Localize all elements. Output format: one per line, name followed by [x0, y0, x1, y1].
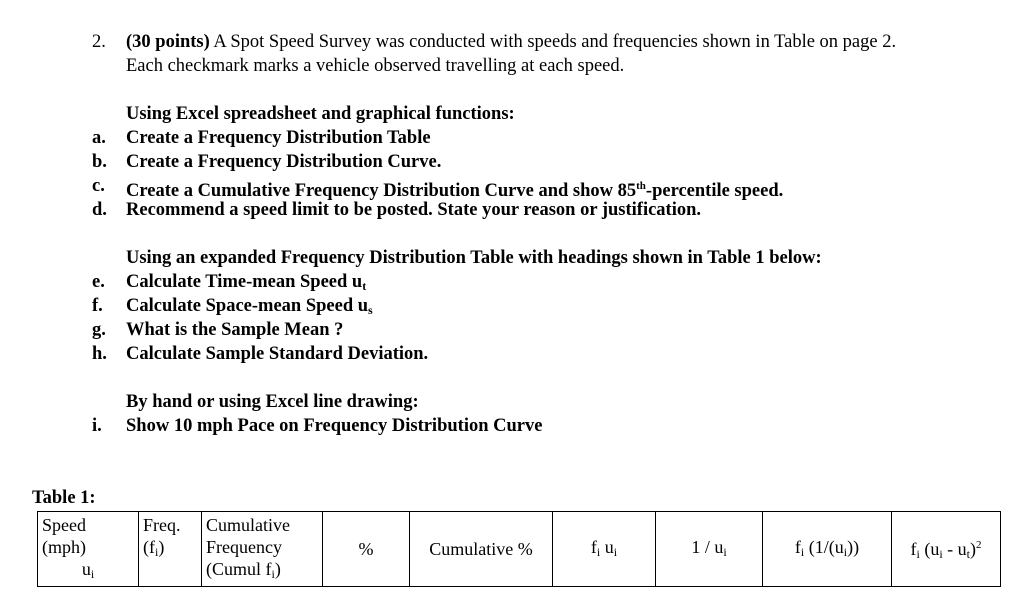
question-intro: A Spot Speed Survey was conducted with speeds and frequencies shown in Table on page 2. [209, 32, 897, 52]
item-marker: i. [92, 416, 102, 436]
header-freq: Freq. $(f_i)$ [139, 512, 202, 587]
item-marker: e. [92, 272, 105, 292]
item-text: Calculate Sample Standard Deviation. [126, 344, 429, 364]
header-fi-inverse-ui: $f_i$ $(1/(u_i))$ [763, 512, 892, 587]
header-cumulative-percent: Cumulative % [410, 512, 553, 587]
item-marker: h. [92, 344, 107, 364]
header-speed: Speed (mph) $u_i$ [38, 512, 139, 587]
table-title: Table 1: [32, 488, 96, 508]
question-intro-continued: Each checkmark marks a vehicle observed travelling at each speed. [126, 56, 625, 76]
item-text: Create a Frequency Distribution Table [126, 128, 431, 148]
item-marker: b. [92, 152, 107, 172]
item-text: Create a Frequency Distribution Curve. [126, 152, 442, 172]
question-points: (30 points) [126, 32, 210, 52]
item-marker: c. [92, 176, 105, 196]
item-text: Create a Cumulative Frequency Distribution Curve and show 85th-percentile speed. [126, 180, 784, 201]
header-percent: % [323, 512, 410, 587]
item-text: Recommend a speed limit to be posted. State your reason or justification. [126, 200, 702, 220]
header-inverse-ui: $1 / u_i$ [656, 512, 763, 587]
item-marker: f. [92, 296, 103, 316]
table-header-row [38, 512, 1001, 587]
item-text: Show 10 mph Pace on Frequency Distribution Curve [126, 416, 543, 436]
item-marker: g. [92, 320, 106, 340]
item-text: Calculate Space-mean Speed $u_s$ [126, 296, 373, 317]
item-marker: d. [92, 200, 107, 220]
header-fi-ui: $f_i$ $u_i$ [553, 512, 656, 587]
header-fi-deviation-squared: $f_i$ $(u_i - u_t)^2$ [892, 512, 1001, 587]
question-number: 2. [92, 32, 106, 52]
item-marker: a. [92, 128, 106, 148]
item-text: Calculate Time-mean Speed $u_t$ [126, 272, 367, 293]
item-text: What is the Sample Mean ? [126, 320, 344, 340]
table-1-headings [37, 511, 1001, 587]
header-cumulative-frequency: Cumulative Frequency (Cumul $f_i$) [202, 512, 323, 587]
